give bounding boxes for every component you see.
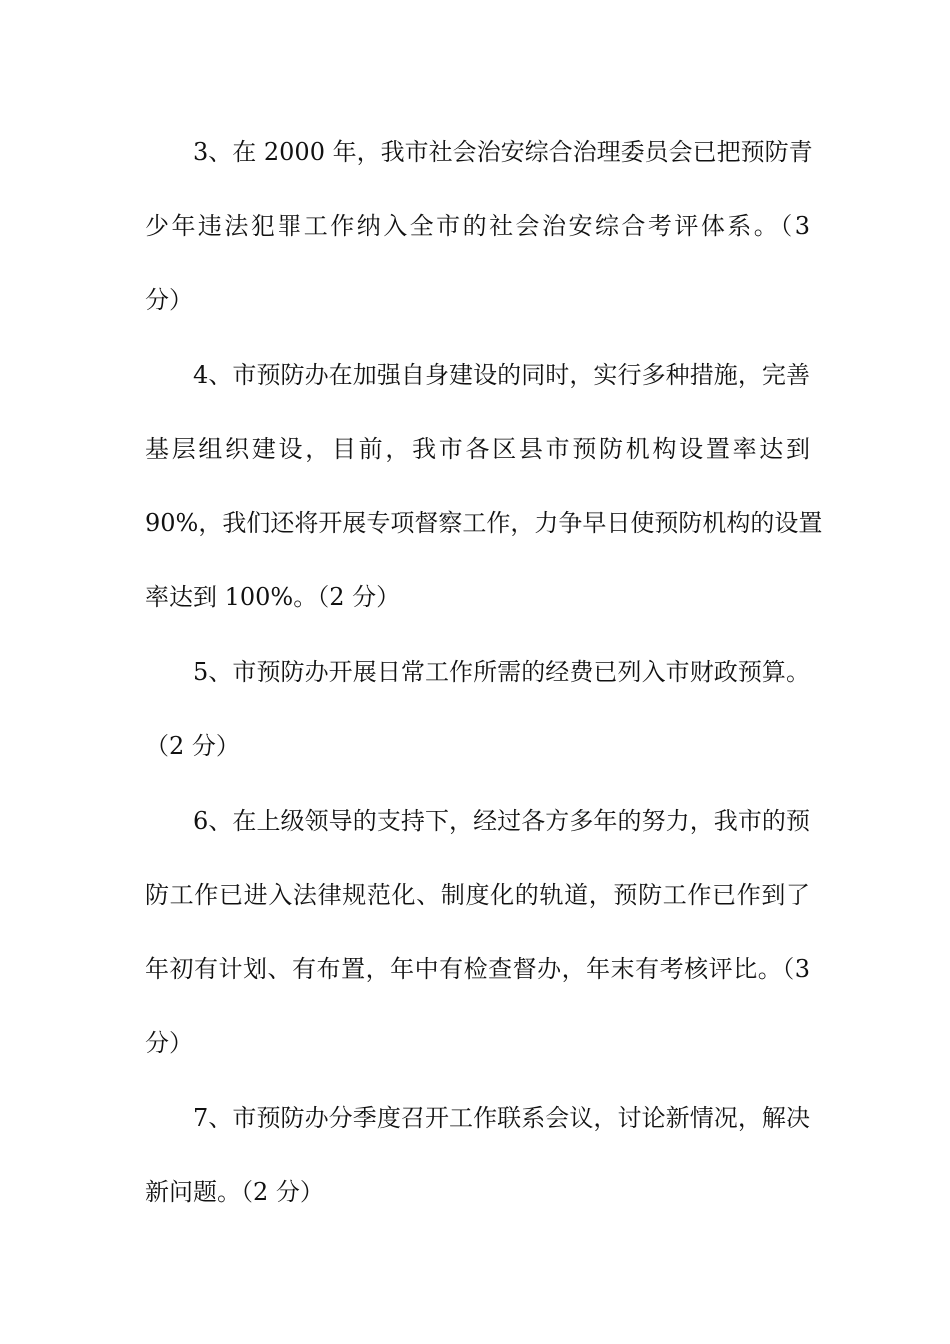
item-7-line-1: 7、市预防办分季度召开工作联系会议，讨论新情况，解决 (193, 1104, 810, 1132)
item-4-line-2: 基层组织建设，目前，我市各区县市预防机构设置率达到 (145, 435, 810, 463)
item-3-line-3: 分） (145, 286, 193, 314)
item-3-line-1: 3、在 2000 年，我市社会治安综合治理委员会已把预防青 (193, 138, 813, 166)
item-4-line-4: 率达到 100%。（2 分） (145, 583, 401, 611)
item-5-line-1: 5、市预防办开展日常工作所需的经费已列入市财政预算。 (193, 658, 810, 686)
item-7-line-2: 新问题。（2 分） (145, 1178, 324, 1206)
item-6-line-2: 防工作已进入法律规范化、制度化的轨道，预防工作已作到了 (145, 881, 810, 909)
item-4-line-3: 90%，我们还将开展专项督察工作，力争早日使预防机构的设置 (145, 509, 823, 537)
item-4-line-1: 4、市预防办在加强自身建设的同时，实行多种措施，完善 (193, 361, 810, 389)
item-6-line-4: 分） (145, 1029, 193, 1057)
item-5-line-2: （2 分） (145, 732, 240, 760)
item-3-line-2: 少年违法犯罪工作纳入全市的社会治安综合考评体系。（3 (145, 212, 810, 240)
item-6-line-3: 年初有计划、有布置，年中有检查督办，年末有考核评比。（3 (145, 955, 810, 983)
item-6-line-1: 6、在上级领导的支持下，经过各方多年的努力，我市的预 (193, 807, 810, 835)
